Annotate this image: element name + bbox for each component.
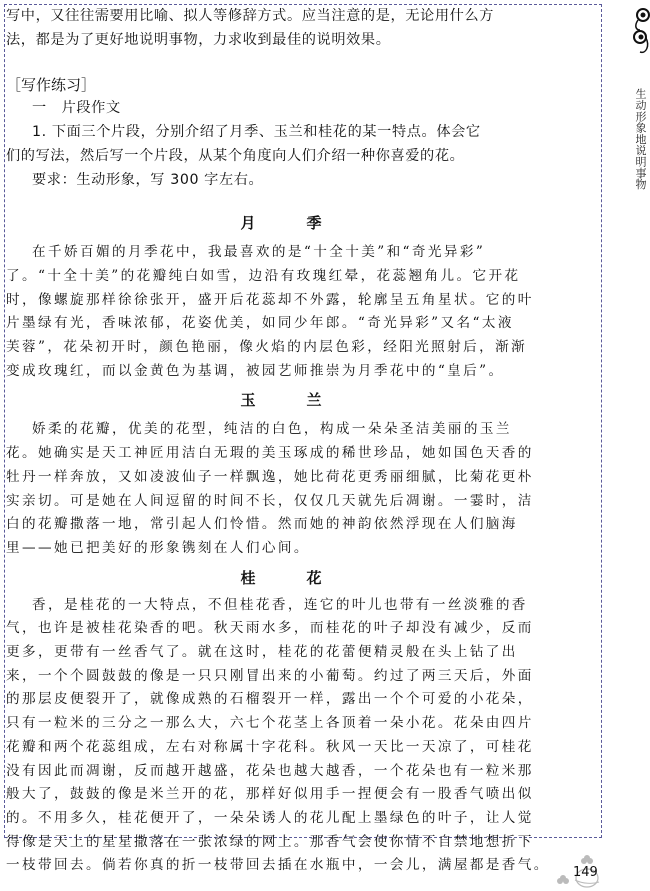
text-line: 一枝带回去。倘若你真的折一枝带回去插在水瓶中，一会儿，满屋都是香气。: [6, 857, 550, 874]
text-line: 没有因此而凋谢，反而越开越盛，花朵也越大越香，一个花朵也有一粒米那: [6, 762, 534, 779]
text-line: 花瓣和两个花蕊组成，左右对称属十字花科。秋风一天比一天凉了，可桂花: [6, 738, 534, 755]
text-line: 变成玫瑰红，而以金黄色为基调，被园艺师推崇为月季花中的“皇后”。: [6, 362, 505, 379]
section-title: 玉 兰: [240, 391, 340, 410]
chapter-side-label: 生动形象地说明事物: [634, 88, 647, 190]
text-line: 的。不用多久，桂花便开了，一朵朵诱人的花儿配上墨绿色的叶子，让人觉: [6, 809, 534, 826]
section-yulan: [6, 389, 594, 560]
page-content: [6, 5, 594, 878]
intro-paragraph: [6, 5, 594, 52]
text-line: 白的花瓣撒落一地，常引起人们怜惜。然而她的神韵依然浮现在人们脑海: [6, 516, 518, 533]
text-line: 的那层皮便裂开了，就像成熟的石榴裂开一样，露出一个个可爱的小花朵，: [6, 691, 534, 708]
text-line: 牡丹一样奔放，又如凌波仙子一样飘逸，她比荷花更秀丽细腻，比菊花更朴: [6, 468, 534, 485]
text-line: 气，也许是被桂花染香的吧。秋天雨水多，而桂花的叶子却没有减少，反而: [6, 620, 534, 637]
text-line: 时，像螺旋那样徐徐张开，盛开后花蕊却不外露，轮廓呈五角星状。它的叶: [6, 291, 534, 308]
task-line: 们的写法，然后写一个片段，从某个角度向人们介绍一种你喜爱的花。: [6, 147, 465, 164]
requirement-text: 要求：生动形象，写 300 字左右。: [32, 171, 264, 188]
text-line: 香，是桂花的一大特点，不但桂花香，连它的叶儿也带有一丝淡雅的香: [32, 596, 528, 613]
floral-ornament-icon: [630, 6, 650, 56]
section-guihua: [6, 567, 594, 878]
section-title: 月 季: [240, 214, 340, 233]
text-line: 更多，更带有一丝香气了。就在这时，桂花的花蕾便精灵般在头上钻了出: [6, 644, 518, 661]
text-line: 片墨绿有光，香味浓郁，花姿优美，如同少年郎。“奇光异彩”又名“太液: [6, 315, 514, 332]
exercise-heading: ［写作练习］: [6, 76, 97, 95]
section-title: 桂 花: [240, 568, 340, 587]
text-line: 娇柔的花瓣，优美的花型，纯洁的白色，构成一朵朵圣洁美丽的玉兰: [32, 421, 512, 438]
section-yueji: [6, 212, 594, 383]
text-line: 了。“十全十美”的花瓣纯白如雪，边沿有玫瑰红晕，花蕊翘角儿。它开花: [6, 267, 521, 284]
text-line: 在千娇百媚的月季花中，我最喜欢的是“十全十美”和“奇光异彩”: [32, 244, 486, 261]
text-line: 法，都是为了更好地说明事物，力求收到最佳的说明效果。: [6, 31, 391, 48]
text-line: 写中，又往往需要用比喻、拟人等修辞方式。应当注意的是，无论用什么方: [6, 8, 494, 24]
text-line: 里——她已把美好的形象镌刻在人们心间。: [6, 539, 310, 556]
text-line: 来，一个个圆鼓鼓的像是一只只刚冒出来的小葡萄。约过了两三天后，外面: [6, 667, 534, 684]
exercise-subheading: 一 片段作文: [32, 100, 121, 117]
text-line: 般大了，鼓鼓的像是米兰开的花，那样好似用手一捏便会有一股香气喷出似: [6, 786, 534, 803]
text-line: 芙蓉”，花朵初开时，颜色艳丽，像火焰的内层色彩，经阳光照射后，渐渐: [6, 339, 528, 356]
page-number: 149: [573, 865, 598, 880]
text-line: 花。她确实是天工神匠用洁白无瑕的美玉琢成的稀世珍品，她如国色天香的: [6, 445, 534, 462]
text-line: 只有一粒米的三分之一那么大，六七个花茎上各顶着一朵小花。花朵由四片: [6, 715, 534, 732]
text-line: 得像是天上的星星撒落在一张浓绿的网上。那香气会使你情不自禁地想折下: [6, 833, 534, 850]
task-line: 1. 下面三个片段，分别介绍了月季、玉兰和桂花的某一特点。体会它: [32, 124, 481, 141]
text-line: 实亲切。可是她在人间逗留的时间不长，仅仅几天就先后凋谢。一霎时，洁: [6, 492, 534, 509]
